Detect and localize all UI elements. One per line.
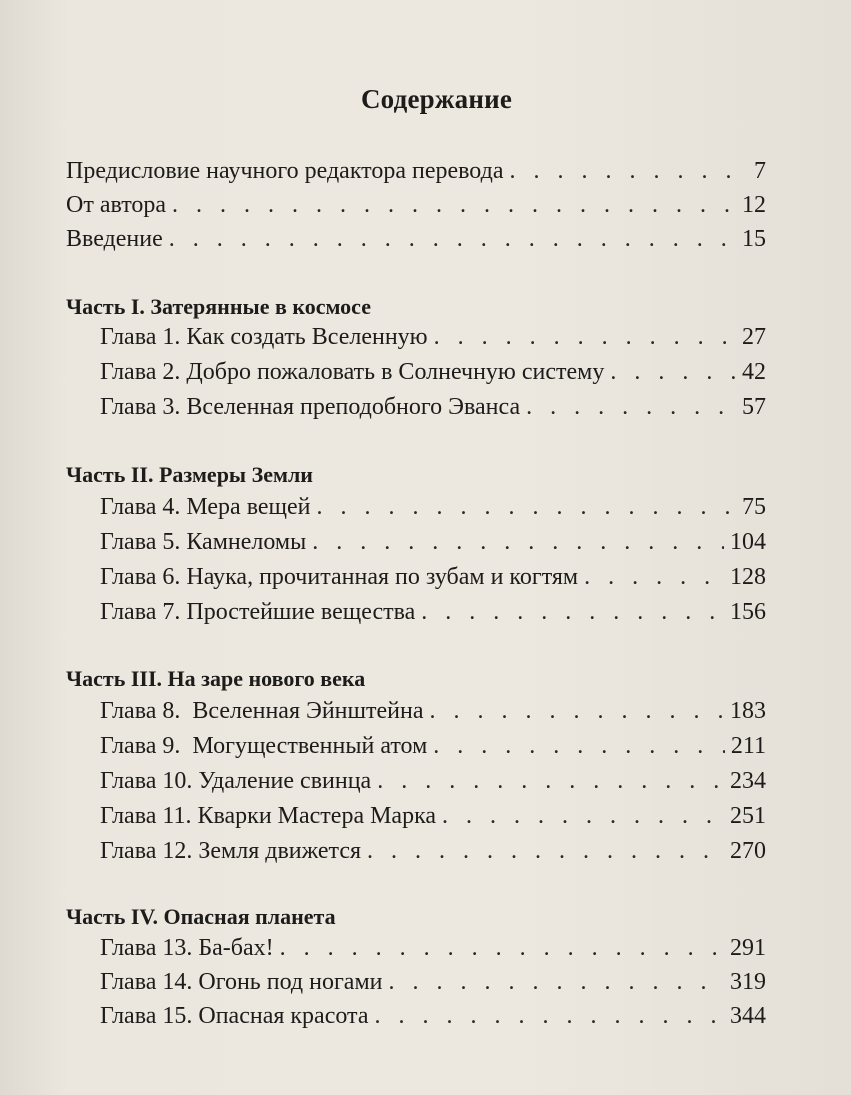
- toc-entry-chapter-1: [66, 324, 766, 360]
- toc-entry-label: Глава 12. Земля движется: [100, 838, 362, 864]
- toc-entry-page: 319: [730, 969, 766, 995]
- toc-entry-page: 75: [742, 494, 766, 520]
- toc-entry-page: 15: [742, 226, 766, 252]
- toc-entry-page: 12: [742, 192, 766, 218]
- toc-entry-page: 183: [730, 698, 766, 724]
- toc-entry-chapter-15: [66, 1003, 766, 1039]
- leader-dots: [421, 599, 724, 626]
- leader-dots: [317, 494, 736, 521]
- toc-entry-page: 251: [730, 803, 766, 829]
- toc-entry-page: 128: [730, 564, 766, 590]
- toc-entry-label: Глава 11. Кварки Мастера Марка: [100, 803, 437, 829]
- toc-entry-page: 234: [730, 768, 766, 794]
- toc-entry-chapter-9: [66, 733, 766, 769]
- leader-dots: [172, 192, 736, 219]
- toc-entry-page: 104: [730, 529, 766, 555]
- leader-dots: [526, 394, 736, 421]
- toc-entry-page: 42: [742, 359, 766, 385]
- toc-entry-label: Глава 15. Опасная красота: [100, 1003, 369, 1029]
- leader-dots: [584, 564, 724, 591]
- toc-entry-page: 344: [730, 1003, 766, 1029]
- part-heading-3: Часть III. На заре нового века: [66, 666, 366, 691]
- toc-entry-label: Глава 7. Простейшие вещества: [100, 599, 416, 625]
- toc-entry-label: Глава 5. Камнеломы: [100, 529, 307, 555]
- toc-entry-label: Глава 14. Огонь под ногами: [100, 969, 383, 995]
- toc-entry-label: Глава 9. Могущественный атом: [100, 733, 428, 759]
- toc-entry-page: 291: [730, 935, 766, 961]
- leader-dots: [312, 529, 724, 556]
- part-heading-1: Часть I. Затерянные в космосе: [66, 294, 371, 319]
- toc-entry-chapter-6: [66, 564, 766, 600]
- toc-entry-page: 156: [730, 599, 766, 625]
- toc-entry-label: Глава 13. Ба-бах!: [100, 935, 274, 961]
- part-heading-4: Часть IV. Опасная планета: [66, 904, 336, 929]
- toc-entry-label: Глава 3. Вселенная преподобного Эванса: [100, 394, 521, 420]
- toc-entry-label: Предисловие научного редактора перевода: [66, 158, 504, 184]
- toc-entry-label: Глава 1. Как создать Вселенную: [100, 324, 428, 350]
- toc-entry-chapter-4: [66, 494, 766, 530]
- toc-entry-page: 211: [730, 733, 766, 759]
- toc-entry-chapter-12: [66, 838, 766, 874]
- toc-entry-chapter-5: [66, 529, 766, 565]
- toc-entry-label: Глава 8. Вселенная Эйнштейна: [100, 698, 424, 724]
- leader-dots: [169, 226, 736, 253]
- toc-entry-chapter-7: [66, 599, 766, 635]
- toc-entry-chapter-3: [66, 394, 766, 430]
- toc-entry-label: Глава 10. Удаление свинца: [100, 768, 372, 794]
- leader-dots: [377, 768, 724, 795]
- leader-dots: [280, 935, 724, 962]
- leader-dots: [367, 838, 724, 865]
- toc-entry-chapter-13: [66, 935, 766, 971]
- toc-entry-page: 7: [754, 158, 766, 184]
- toc-entry-chapter-2: [66, 359, 766, 395]
- toc-entry-preface: [66, 158, 766, 194]
- part-heading-2: Часть II. Размеры Земли: [66, 462, 313, 487]
- toc-entry-chapter-10: [66, 768, 766, 804]
- toc-entry-label: Введение: [66, 226, 163, 252]
- toc-entry-chapter-8: [66, 698, 766, 734]
- leader-dots: [434, 324, 736, 351]
- page-title: Содержание: [360, 84, 513, 114]
- leader-dots: [374, 1003, 724, 1030]
- toc-entry-chapter-11: [66, 803, 766, 839]
- toc-entry-page: 270: [730, 838, 766, 864]
- toc-entry-label: Глава 6. Наука, прочитанная по зубам и когтям: [100, 564, 579, 590]
- toc-entry-introduction: [66, 226, 766, 262]
- leader-dots: [509, 158, 748, 185]
- leader-dots: [388, 969, 724, 996]
- leader-dots: [429, 698, 724, 725]
- leader-dots: [442, 803, 724, 830]
- toc-entry-chapter-14: [66, 969, 766, 1005]
- toc-entry-page: 57: [742, 394, 766, 420]
- toc-entry-label: Глава 2. Добро пожаловать в Солнечную систему: [100, 359, 605, 385]
- toc-entry-label: От автора: [66, 192, 167, 218]
- toc-entry-author: [66, 192, 766, 228]
- leader-dots: [433, 733, 725, 760]
- toc-entry-page: 27: [742, 324, 766, 350]
- leader-dots: [610, 359, 736, 386]
- toc-entry-label: Глава 4. Мера вещей: [100, 494, 311, 520]
